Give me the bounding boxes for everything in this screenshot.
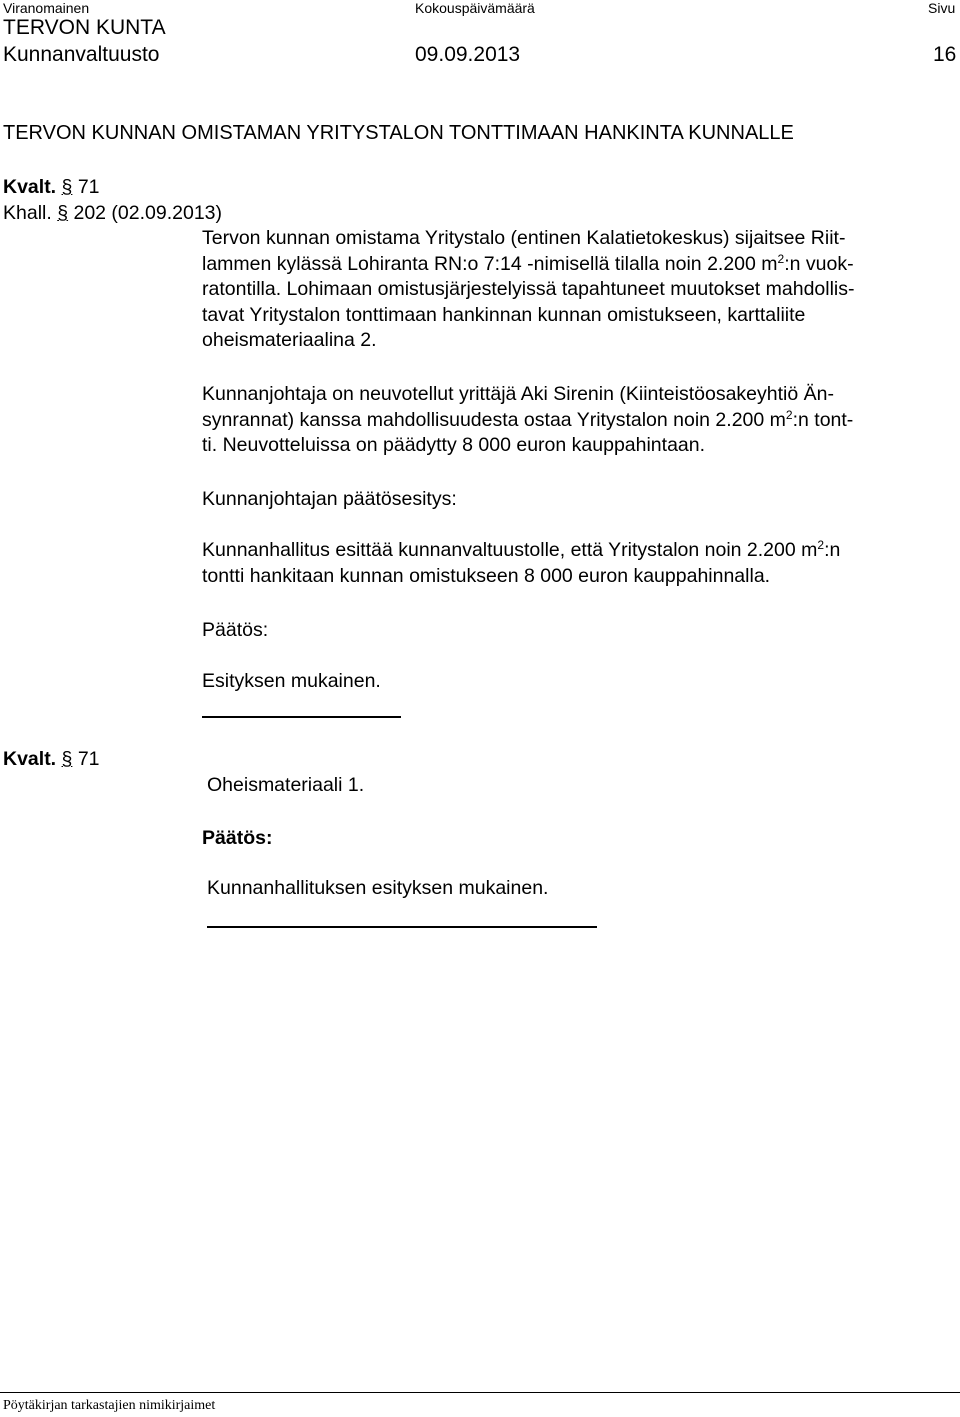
- paragraph-line: tontti hankitaan kunnan omistukseen 8 000 euron kauppahinnalla.: [202, 564, 771, 587]
- section-sign: §: [61, 748, 73, 770]
- kvalt-prefix: Kvalt.: [3, 748, 57, 770]
- khall-number-date: 202 (02.09.2013): [73, 202, 223, 224]
- section-sign: §: [61, 176, 73, 198]
- text-segment: Kunnanhallitus esittää kunnanvaltuustolle, että Yritystalon noin 2.200 m: [202, 539, 818, 561]
- paragraph-line: oheismateriaalina 2.: [202, 329, 377, 351]
- decision-text-2: Kunnanhallituksen esityksen mukainen.: [207, 877, 549, 899]
- footer-initials-label: Pöytäkirjan tarkastajien nimikirjaimet: [3, 1398, 216, 1413]
- paragraph-line: Tervon kunnan omistama Yritystalo (entinen Kalatietokeskus) sijaitsee Riit-: [202, 227, 846, 249]
- paragraph-background: [202, 226, 950, 354]
- kvalt-reference-2: [3, 747, 100, 773]
- paragraph-line: tavat Yritystalon tonttimaan hankinnan kunnan omistukseen, karttaliite: [202, 303, 806, 326]
- divider-line-2: [207, 926, 597, 928]
- khall-reference: [3, 201, 222, 227]
- authority-label: Viranomainen: [3, 0, 90, 16]
- meeting-date: 09.09.2013: [415, 43, 521, 66]
- text-segment: :n: [824, 539, 841, 561]
- document-title: TERVON KUNNAN OMISTAMAN YRITYSTALON TONTTIMAAN HANKINTA KUNNALLE: [3, 122, 794, 144]
- paragraph-line: [202, 408, 950, 434]
- divider-line: [202, 716, 401, 718]
- kvalt-number: 71: [77, 748, 100, 770]
- khall-prefix: Khall.: [3, 202, 52, 224]
- text-segment: lammen kylässä Lohiranta RN:o 7:14 -nimisellä tilalla noin 2.200 m: [202, 252, 778, 275]
- text-segment: synrannat) kanssa mahdollisuudesta ostaa Yritystalon noin 2.200 m: [202, 408, 786, 431]
- paragraph-line: Kunnanjohtaja on neuvotellut yrittäjä Aki Sirenin (Kiinteistöosakeyhtiö Än-: [202, 383, 834, 405]
- decision-text: Esityksen mukainen.: [202, 670, 381, 692]
- text-segment: :n vuok-: [784, 252, 854, 275]
- page-number: 16: [933, 43, 957, 66]
- paragraph-line: ti. Neuvotteluissa on päädytty 8 000 euron kauppahintaan.: [202, 434, 706, 456]
- attachment-text: Oheismateriaali 1.: [207, 774, 365, 796]
- paragraph-negotiation: [202, 382, 950, 459]
- proposal-label: Kunnanjohtajan päätösesitys:: [202, 488, 457, 510]
- decision-label-2: Päätös:: [202, 827, 273, 849]
- paragraph-line: ratontilla. Lohimaan omistusjärjestelyissä tapahtuneet muutokset mahdollis-: [202, 278, 855, 300]
- paragraph-line: [202, 538, 950, 564]
- proposal-text: [202, 538, 950, 589]
- organization-name: TERVON KUNTA: [3, 16, 166, 39]
- kvalt-prefix: Kvalt.: [3, 176, 57, 198]
- kvalt-number: 71: [77, 176, 100, 198]
- section-sign: §: [57, 202, 69, 224]
- governing-body-name: Kunnanvaltuusto: [3, 43, 160, 66]
- page-label: Sivu: [928, 0, 956, 16]
- decision-label: Päätös:: [202, 619, 269, 641]
- paragraph-line: [202, 252, 950, 278]
- superscript: 2: [817, 538, 825, 552]
- meeting-date-label: Kokouspäivämäärä: [415, 0, 535, 16]
- superscript: 2: [785, 407, 793, 422]
- text-segment: :n tont-: [792, 408, 854, 431]
- kvalt-reference: [3, 175, 100, 201]
- footer-rule: [0, 1392, 960, 1393]
- superscript: 2: [777, 251, 785, 266]
